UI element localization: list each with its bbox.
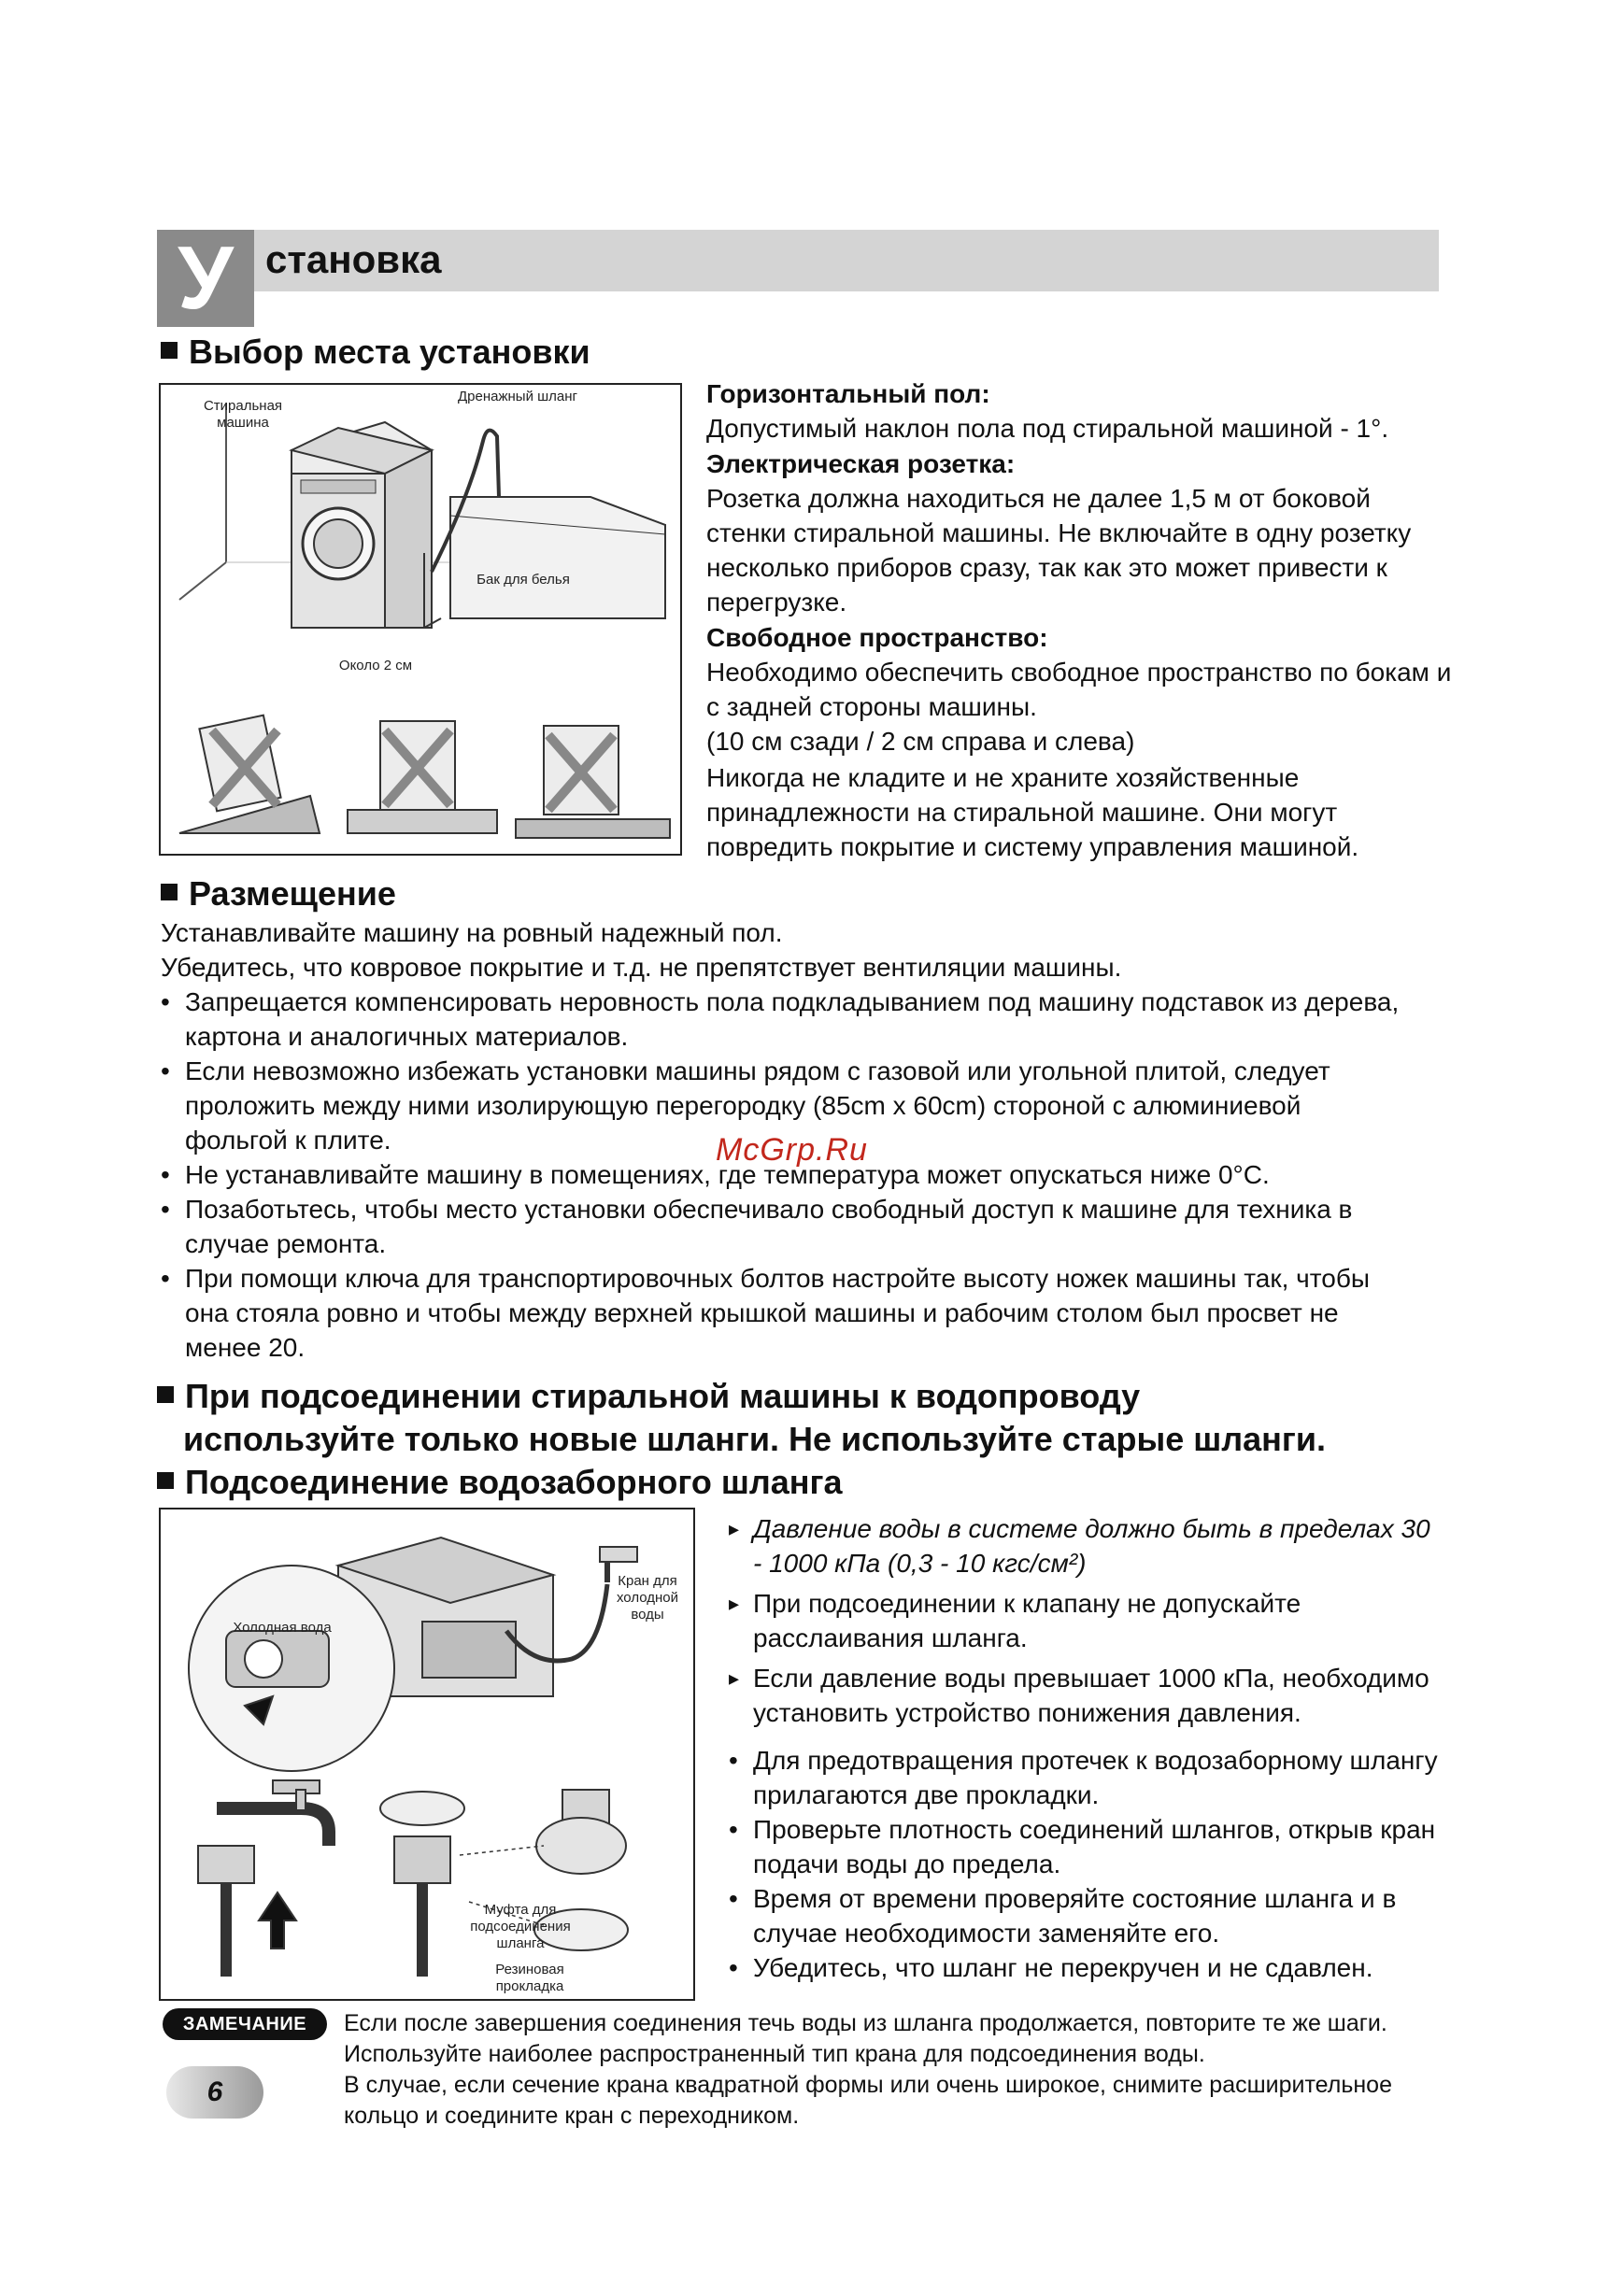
note-line-1: Если после завершения соединения течь воды из шланга продолжается, повторите те же шаги. Используйте наиболее распространенный тип крана для подсоединения воды.	[344, 2010, 1387, 2067]
label-cold-water: Холодная вода	[233, 1620, 332, 1636]
list-item: • Убедитесь, что шланг не перекручен и не сдавлен.	[729, 1950, 1439, 1985]
list-item: • Если невозможно избежать установки машины рядом с газовой или угольной плитой, следует проложить между ними изолирующую перегородку (85cm x 60cm) стороной с алюминиевой фольгой к плите.	[161, 1054, 1403, 1157]
list-item: • Не устанавливайте машину в помещениях, где температура может опускаться ниже 0°C.	[161, 1157, 1403, 1192]
hose-check-notes	[729, 1743, 1439, 1985]
label-drain-hose: Дренажный шланг	[458, 389, 577, 404]
heading-bullet-square	[157, 1472, 174, 1489]
inlet-hose-instructions	[729, 1511, 1439, 1985]
heading-placement: Размещение	[161, 872, 396, 915]
note-badge: ЗАМЕЧАНИЕ	[163, 2008, 327, 2040]
pressure-notes	[729, 1511, 1439, 1730]
placement-intro-2: Убедитесь, что ковровое покрытие и т.д. не препятствует вентиляции машины.	[161, 953, 1122, 982]
floor-text: Допустимый наклон пола под стиральной машиной - 1°.	[706, 414, 1389, 443]
placement-intro-1: Устанавливайте машину на ровный надежный пол.	[161, 918, 783, 947]
washer-placement-drawing	[161, 385, 680, 854]
label-gasket: Резиновая прокладка	[495, 1962, 564, 1994]
space-text: Необходимо обеспечить свободное пространство по бокам и с задней стороны машины.	[706, 658, 1452, 721]
note-line-2: В случае, если сечение крана квадратной формы или очень широкое, снимите расширительное кольцо и соедините кран с переходником.	[344, 2072, 1392, 2129]
page-title: становка	[265, 237, 442, 281]
inlet-hose-illustration	[159, 1508, 695, 2001]
heading-site-selection: Выбор места установки	[161, 331, 590, 374]
list-item: ▸ При подсоединении к клапану не допускайте расслаивания шланга.	[729, 1586, 1439, 1655]
list-item: • Проверьте плотность соединений шлангов, открыв кран подачи воды до предела.	[729, 1812, 1439, 1881]
heading-bullet-square	[161, 884, 178, 900]
heading-inlet-hose: Подсоединение водозаборного шланга	[157, 1461, 843, 1504]
list-item: • Запрещается компенсировать неровность пола подкладыванием под машину подставок из дерева, картона и аналогичных материалов.	[161, 985, 1403, 1054]
storage-warning: Никогда не кладите и не храните хозяйственные принадлежности на стиральной машине. Они могут повредить покрытие и систему управления машиной.	[706, 763, 1359, 861]
list-item: • При помощи ключа для транспортировочных болтов настройте высоту ножек машины так, чтобы она стояла ровно и чтобы между верхней крышкой машины и рабочим столом был просвет не менее 20.	[161, 1261, 1403, 1365]
site-requirements	[706, 377, 1454, 864]
note-text	[344, 2008, 1446, 2132]
page-number: 6	[166, 2066, 263, 2119]
label-gap: Около 2 см	[338, 658, 413, 673]
list-item: • Для предотвращения протечек к водозаборному шлангу прилагаются две прокладки.	[729, 1743, 1439, 1812]
list-item: • Позаботьтесь, чтобы место установки обеспечивало свободный доступ к машине для техника в случае ремонта.	[161, 1192, 1403, 1261]
label-coupling: Муфта для подсоединения шланга	[470, 1902, 571, 1951]
heading-bullet-square	[161, 342, 178, 359]
floor-title: Горизонтальный пол:	[706, 379, 990, 408]
watermark-text: McGrp.Ru	[716, 1132, 868, 1168]
placement-bullets	[161, 985, 1403, 1365]
label-tap: Кран для холодной воды	[616, 1573, 679, 1623]
site-illustration	[159, 383, 682, 856]
heading-new-hoses: При подсоединении стиральной машины к водопроводу	[157, 1375, 1140, 1418]
socket-text: Розетка должна находиться не далее 1,5 м от боковой стенки стиральной машины. Не включайте в одну розетку несколько приборов сразу, так как это может привести к перегрузке.	[706, 484, 1412, 617]
socket-title: Электрическая розетка:	[706, 449, 1016, 478]
space-dimensions: (10 см сзади / 2 см справа и слева)	[706, 727, 1135, 756]
section-initial-letter: У	[157, 230, 254, 327]
space-title: Свободное пространство:	[706, 623, 1048, 652]
heading-bullet-square	[157, 1386, 174, 1403]
heading-new-hoses-line2: используйте только новые шланги. Не используйте старые шланги.	[183, 1420, 1326, 1458]
list-item: ▸ Если давление воды превышает 1000 кПа, необходимо установить устройство понижения давления.	[729, 1661, 1439, 1730]
list-item: • Время от времени проверяйте состояние шланга и в случае необходимости заменяйте его.	[729, 1881, 1439, 1950]
label-tub: Бак для белья	[476, 572, 570, 588]
label-washer: Стиральная машина	[203, 398, 283, 431]
list-item: ▸ Давление воды в системе должно быть в пределах 30 - 1000 кПа (0,3 - 10 кгс/см²)	[729, 1511, 1439, 1580]
